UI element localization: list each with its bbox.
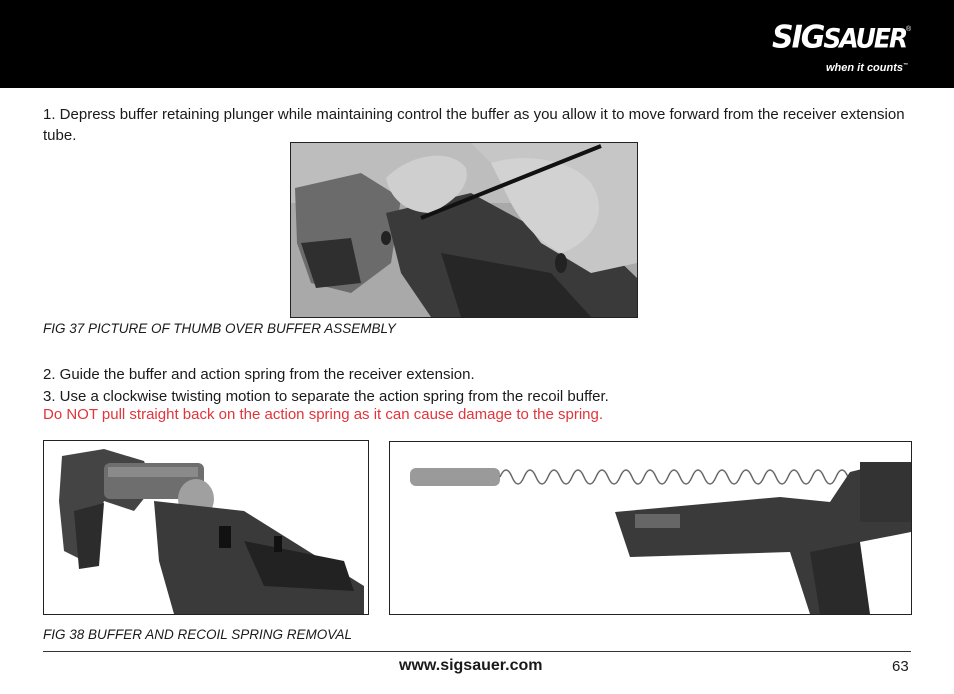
fig38-caption: FIG 38 BUFFER AND RECOIL SPRING REMOVAL (43, 627, 353, 642)
logo-wordmark (772, 19, 906, 58)
logo-registered-mark: ® (906, 26, 912, 33)
step-1-text: 1. Depress buffer retaining plunger while maintaining control the buffer as you allow it to move forward from the receiver extension tube. (43, 106, 905, 144)
fig37-photo (290, 142, 638, 318)
page-header (0, 0, 954, 88)
fig38-buffer-photo (43, 440, 369, 615)
sig-sauer-logo (772, 20, 914, 78)
step-2-text: 2. Guide the buffer and action spring from the receiver extension. (43, 366, 475, 383)
page-number: 63 (892, 658, 909, 675)
logo-tagline (826, 62, 908, 74)
footer-divider (43, 651, 911, 652)
logo-tagline-text: when it counts (826, 62, 903, 74)
logo-sauer: SAUER (823, 23, 907, 54)
logo-trademark: ™ (903, 62, 908, 69)
footer-website: www.sigsauer.com (399, 657, 543, 674)
step-3-text: 3. Use a clockwise twisting motion to separate the action spring from the recoil buffer. (43, 388, 609, 405)
fig38-spring-photo (389, 441, 912, 615)
logo-sig: SIG (772, 19, 824, 56)
fig37-caption: FIG 37 PICTURE OF THUMB OVER BUFFER ASSEMBLY (43, 321, 396, 336)
warning-text: Do NOT pull straight back on the action spring as it can cause damage to the spring. (43, 406, 604, 423)
